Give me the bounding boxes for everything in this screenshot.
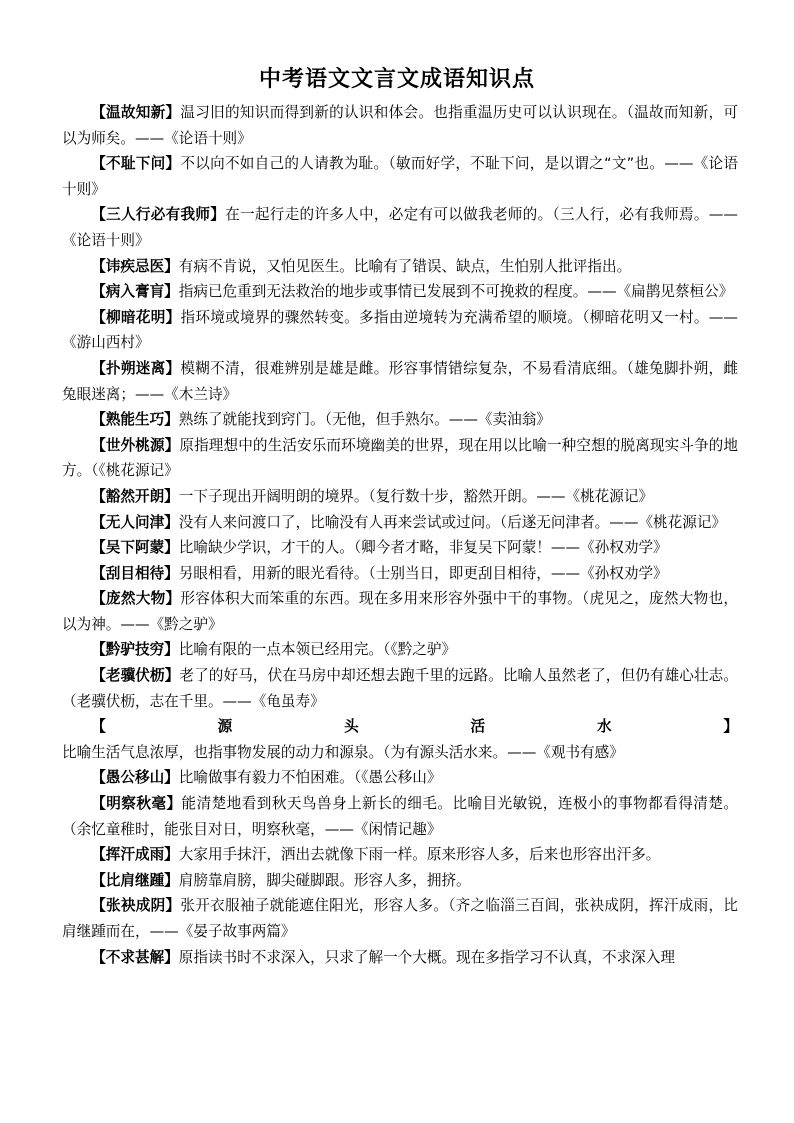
page-title: 中考语文文言文成语知识点 [258, 67, 535, 92]
idiom-definition: 原指理想中的生活安乐而环境幽美的世界，现在用以比喻一种空想的脱离现实斗争的地方。（《桃花源记》 [62, 436, 738, 480]
idiom-term: 【熟能生巧】 [91, 411, 179, 429]
idiom-definition: 不以向不如自己的人请教为耻。（敏而好学，不耻下问，是以谓之“文”也。——《论语十则》 [62, 155, 738, 198]
idiom-list [62, 100, 738, 970]
idiom-definition: 有病不肯说，又怕见医生。比喻有了错误、缺点，生怕别人批评指出。 [178, 257, 632, 275]
idiom-term: 【刮目相待】 [91, 564, 179, 582]
idiom-term: 【不耻下问】 [91, 155, 181, 173]
idiom-entry [62, 279, 738, 305]
idiom-term: 【明察秋毫】 [91, 795, 182, 813]
idiom-definition: 能清楚地看到秋天鸟兽身上新长的细毛。比喻目光敏锐，连极小的事物都看得清楚。（余忆童稚时，能张目对日，明察秋毫，——《闲情记趣》 [62, 795, 738, 838]
idiom-entry [62, 893, 738, 944]
idiom-definition: 比喻生活气息浓厚，也指事物发展的动力和源泉。（为有源头活水来。——《观书有感》 [62, 743, 624, 761]
idiom-entry [62, 945, 738, 971]
idiom-term: 【无人问津】 [91, 513, 179, 531]
idiom-definition: 比喻有限的一点本领已经用完。（《黔之驴》 [178, 641, 457, 659]
idiom-entry [62, 561, 738, 587]
idiom-term: 【讳疾忌医】 [91, 257, 179, 275]
idiom-definition: 比喻做事有毅力不怕困难。（《愚公移山》 [178, 769, 442, 787]
idiom-entry [62, 535, 738, 561]
idiom-definition: 比喻缺少学识，才干的人。（卿今者才略，非复吴下阿蒙！——《孙权劝学》 [178, 539, 668, 557]
idiom-term: 【愚公移山】 [91, 769, 179, 787]
idiom-entry [62, 254, 738, 280]
idiom-entry [62, 868, 738, 894]
idiom-term: 【柳暗花明】 [91, 308, 181, 326]
idiom-term: 【张袂成阴】 [91, 897, 181, 915]
idiom-entry [62, 586, 738, 637]
idiom-term: 【扑朔迷离】 [91, 359, 181, 377]
idiom-entry [62, 484, 738, 510]
idiom-definition: 大家用手抹汗，洒出去就像下雨一样。原来形容人多，后来也形容出汗多。 [178, 846, 661, 864]
idiom-definition: 模糊不清，很难辨别是雄是雌。形容事情错综复杂，不易看清底细。（雄兔脚扑朔，雌兔眼迷离；——《木兰诗》 [62, 359, 738, 403]
idiom-entry [62, 100, 738, 151]
idiom-term: 【庞然大物】 [91, 590, 181, 608]
idiom-definition: 另眼相看，用新的眼光看待。（士别当日，即更刮目相待，——《孙权劝学》 [178, 564, 668, 582]
idiom-definition: 在一起行走的许多人中，必定有可以做我老师的。（三人行，必有我师焉。——《论语十则》 [62, 206, 738, 249]
idiom-term: 【老骥伏枥】 [91, 667, 180, 685]
idiom-entry [62, 714, 738, 765]
idiom-term: 【比肩继踵】 [91, 871, 179, 889]
idiom-entry [62, 202, 738, 253]
idiom-definition: 指环境或境界的骤然转变。多指由逆境转为充满希望的顺境。（柳暗花明又一村。——《游山西村》 [62, 308, 738, 352]
idiom-term: 【世外桃源】 [91, 436, 180, 454]
idiom-term: 【挥汗成雨】 [91, 846, 179, 864]
idiom-definition: 熟练了就能找到窍门。（无他，但手熟尔。——《卖油翁》 [178, 411, 551, 429]
idiom-entry [62, 765, 738, 791]
idiom-definition: 温习旧的知识而得到新的认识和体会。也指重温历史可以认识现在。（温故而知新，可以为师矣。——《论语十则》 [62, 104, 738, 147]
idiom-definition: 原指读书时不求深入，只求了解一个大概。现在多指学习不认真，不求深入理 [178, 948, 675, 966]
idiom-entry [62, 510, 738, 536]
idiom-term: 【不求甚解】 [91, 948, 179, 966]
idiom-term: 【源头活水】 [91, 718, 738, 736]
idiom-entry [62, 305, 738, 356]
idiom-entry [62, 637, 738, 663]
idiom-entry [62, 151, 738, 202]
idiom-entry [62, 842, 738, 868]
idiom-definition: 张开衣服袖子就能遮住阳光，形容人多。（齐之临淄三百闾，张袂成阴，挥汗成雨，比肩继踵而在，——《晏子故事两篇》 [62, 897, 738, 940]
idiom-term: 【吴下阿蒙】 [91, 539, 179, 557]
idiom-entry [62, 356, 738, 407]
idiom-entry [62, 407, 738, 433]
idiom-term: 【三人行必有我师】 [91, 206, 226, 224]
idiom-entry [62, 791, 738, 842]
idiom-term: 【黔驴技穷】 [91, 641, 179, 659]
idiom-definition: 老了的好马，伏在马房中却还想去跑千里的远路。比喻人虽然老了，但仍有雄心壮志。（老骥伏枥，志在千里。——《龟虽寿》 [62, 667, 738, 710]
idiom-entry [62, 433, 738, 484]
idiom-definition: 一下子现出开阔明朗的境界。（复行数十步，豁然开朗。——《桃花源记》 [178, 487, 654, 505]
idiom-term: 【温故知新】 [91, 104, 181, 121]
idiom-definition: 肩膀靠肩膀，脚尖碰脚跟。形容人多，拥挤。 [178, 871, 471, 889]
idiom-definition: 形容体积大而笨重的东西。现在多用来形容外强中干的事物。（虎见之，庞然大物也，以为神。——《黔之驴》 [62, 590, 738, 633]
idiom-entry [62, 663, 738, 714]
idiom-term: 【病入膏肓】 [91, 283, 179, 301]
idiom-term: 【豁然开朗】 [91, 487, 179, 505]
idiom-definition: 指病已危重到无法救治的地步或事情已发展到不可挽救的程度。——《扁鹊见蔡桓公》 [178, 283, 734, 301]
idiom-definition: 没有人来问渡口了，比喻没有人再来尝试或过问。（后遂无问津者。——《桃花源记》 [178, 513, 727, 531]
